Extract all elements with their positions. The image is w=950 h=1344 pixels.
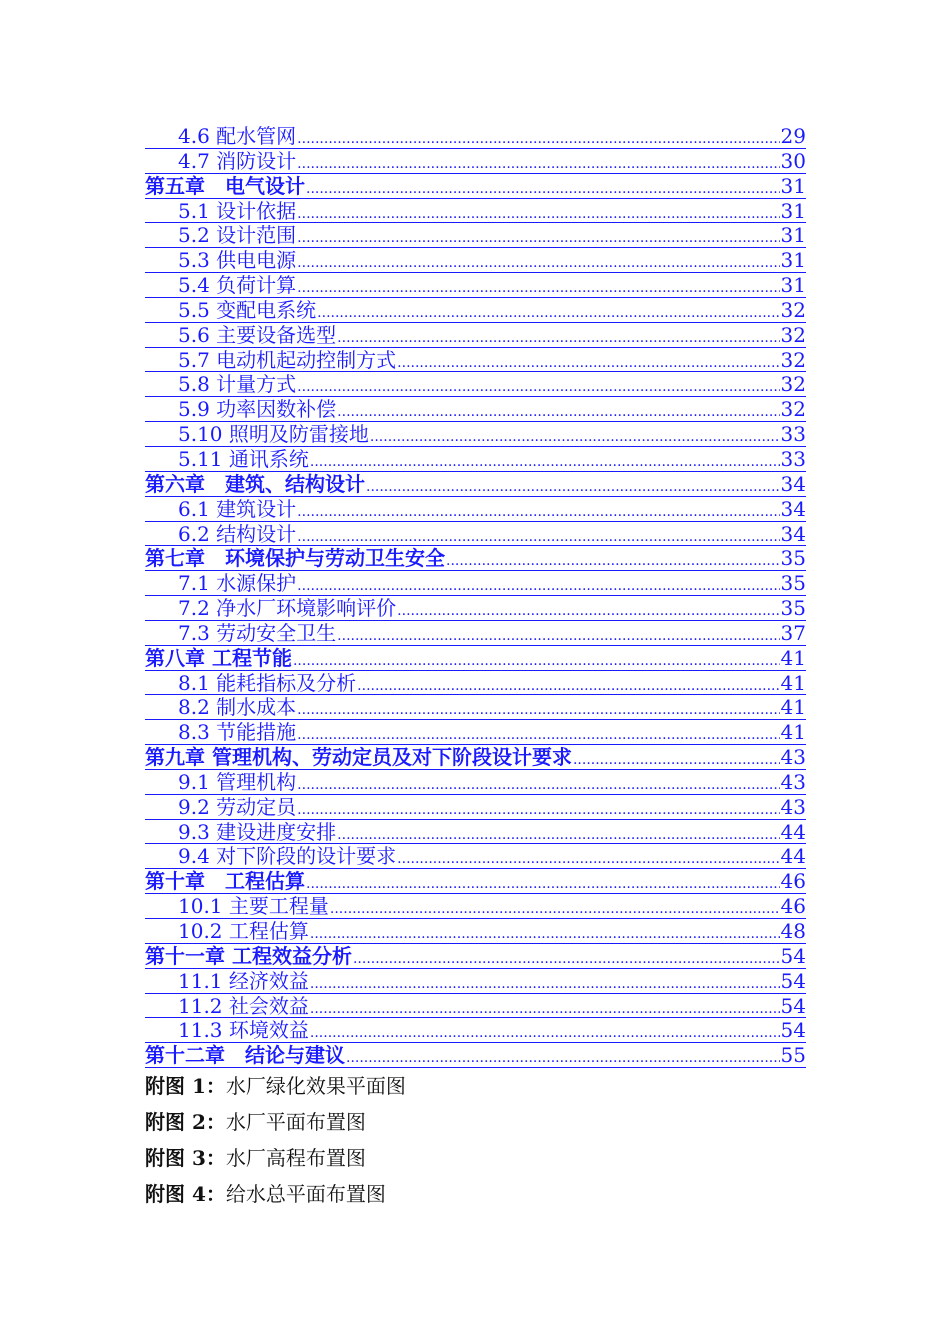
toc-entry-title: 5.1 设计依据 — [178, 198, 297, 223]
toc-page-number: 43 — [780, 745, 806, 770]
toc-entry-title: 11.1 经济效益 — [178, 968, 309, 993]
toc-entry-title: 6.1 建筑设计 — [178, 496, 297, 521]
toc-section-link[interactable] — [145, 124, 806, 149]
toc-dot-leader — [306, 872, 780, 897]
toc-section-link[interactable] — [145, 522, 806, 547]
toc-entry-title: 5.10 照明及防雷接地 — [178, 422, 369, 447]
toc-dot-leader — [293, 649, 780, 674]
toc-page-number: 46 — [780, 869, 806, 894]
toc-entry-title: 5.6 主要设备选型 — [178, 322, 337, 347]
appendix-item — [145, 1176, 406, 1212]
toc-dot-leader — [346, 1046, 780, 1071]
appendix-label: 附图 2： — [145, 1110, 226, 1134]
toc-entry-title: 8.1 能耗指标及分析 — [178, 670, 357, 695]
toc-dot-leader — [310, 922, 780, 947]
toc-page-number: 34 — [780, 521, 806, 546]
toc-entry-title: 5.4 负荷计算 — [178, 273, 297, 298]
toc-entry-title: 5.9 功率因数补偿 — [178, 397, 337, 422]
toc-page-number: 33 — [780, 422, 806, 447]
toc-section-link[interactable] — [145, 372, 806, 397]
toc-page-number: 32 — [780, 297, 806, 322]
toc-section-link[interactable] — [145, 770, 806, 795]
toc-chapter-link[interactable] — [145, 944, 806, 969]
toc-page-number: 32 — [780, 322, 806, 347]
toc-entry-title: 10.2 工程估算 — [178, 919, 309, 943]
appendix-title: 给水总平面布置图 — [225, 1182, 386, 1206]
toc-entry-title: 7.1 水源保护 — [178, 571, 297, 596]
toc-dot-leader — [366, 475, 780, 500]
toc-section-link[interactable] — [145, 919, 806, 944]
table-of-contents — [145, 124, 806, 1068]
toc-page-number: 35 — [780, 571, 806, 596]
toc-entry-title: 第十二章 结论与建议 — [145, 1043, 345, 1068]
toc-section-link[interactable] — [145, 894, 806, 919]
toc-page-number: 54 — [780, 993, 806, 1018]
toc-page-number: 54 — [780, 1018, 806, 1043]
toc-entry-title: 7.2 净水厂环境影响评价 — [178, 596, 397, 621]
toc-dot-leader — [297, 276, 779, 301]
toc-page-number: 46 — [780, 894, 806, 919]
appendix-title: 水厂高程布置图 — [225, 1146, 366, 1170]
toc-section-link[interactable] — [145, 695, 806, 720]
toc-section-link[interactable] — [145, 497, 806, 522]
toc-page-number: 54 — [780, 943, 806, 968]
toc-section-link[interactable] — [145, 844, 806, 869]
toc-entry-title: 9.2 劳动定员 — [178, 794, 297, 819]
toc-entry-title: 第六章 建筑、结构设计 — [145, 471, 365, 496]
toc-entry-title: 5.2 设计范围 — [178, 223, 297, 248]
toc-page-number: 33 — [780, 446, 806, 471]
toc-section-link[interactable] — [145, 1018, 806, 1043]
appendix-item — [145, 1104, 406, 1140]
toc-section-link[interactable] — [145, 596, 806, 621]
toc-page-number: 30 — [780, 148, 806, 173]
toc-section-link[interactable] — [145, 323, 806, 348]
toc-dot-leader — [317, 301, 779, 326]
toc-chapter-link[interactable] — [145, 174, 806, 199]
toc-dot-leader — [297, 698, 779, 723]
toc-entry-title: 第八章 工程节能 — [145, 645, 292, 670]
toc-dot-leader — [297, 226, 779, 251]
toc-page-number: 41 — [780, 645, 806, 670]
toc-entry-title: 7.3 劳动安全卫生 — [178, 620, 337, 645]
toc-dot-leader — [573, 748, 780, 773]
appendix-title: 水厂绿化效果平面图 — [225, 1074, 406, 1098]
toc-dot-leader — [297, 375, 779, 400]
toc-section-link[interactable] — [145, 820, 806, 845]
toc-page-number: 32 — [780, 347, 806, 372]
toc-dot-leader — [397, 599, 779, 624]
toc-page-number: 35 — [780, 546, 806, 571]
toc-section-link[interactable] — [145, 671, 806, 696]
toc-entry-title: 8.2 制水成本 — [178, 695, 297, 720]
toc-entry-title: 第五章 电气设计 — [145, 173, 305, 198]
toc-chapter-link[interactable] — [145, 1043, 806, 1068]
toc-entry-title: 11.3 环境效益 — [178, 1018, 309, 1043]
toc-section-link[interactable] — [145, 969, 806, 994]
toc-section-link[interactable] — [145, 720, 806, 745]
toc-page-number: 35 — [780, 596, 806, 621]
toc-page-number: 31 — [780, 198, 806, 223]
toc-entry-title: 6.2 结构设计 — [178, 521, 297, 546]
toc-section-link[interactable] — [145, 621, 806, 646]
toc-dot-leader — [297, 152, 779, 177]
toc-page-number: 29 — [780, 124, 806, 148]
toc-dot-leader — [297, 773, 779, 798]
toc-section-link[interactable] — [145, 422, 806, 447]
toc-chapter-link[interactable] — [145, 472, 806, 497]
toc-page-number: 34 — [780, 471, 806, 496]
toc-entry-title: 8.3 节能措施 — [178, 720, 297, 745]
toc-section-link[interactable] — [145, 298, 806, 323]
toc-dot-leader — [337, 823, 779, 848]
toc-page-number: 31 — [780, 248, 806, 273]
toc-dot-leader — [310, 1021, 780, 1046]
appendix-item — [145, 1068, 406, 1104]
toc-dot-leader — [297, 202, 779, 227]
toc-section-link[interactable] — [145, 149, 806, 174]
toc-entry-title: 5.7 电动机起动控制方式 — [178, 347, 397, 372]
toc-dot-leader — [297, 251, 779, 276]
toc-section-link[interactable] — [145, 273, 806, 298]
toc-section-link[interactable] — [145, 447, 806, 472]
toc-dot-leader — [337, 400, 779, 425]
toc-section-link[interactable] — [145, 571, 806, 596]
toc-chapter-link[interactable] — [145, 646, 806, 671]
toc-dot-leader — [330, 897, 780, 922]
toc-page-number: 44 — [780, 844, 806, 869]
toc-page-number: 31 — [780, 223, 806, 248]
toc-page-number: 32 — [780, 372, 806, 397]
appendix-title: 水厂平面布置图 — [225, 1110, 366, 1134]
toc-dot-leader — [310, 450, 780, 475]
toc-entry-title: 4.6 配水管网 — [178, 124, 297, 148]
toc-dot-leader — [306, 177, 780, 202]
toc-page-number: 31 — [780, 273, 806, 298]
toc-entry-title: 5.11 通讯系统 — [178, 446, 309, 471]
toc-entry-title: 4.7 消防设计 — [178, 148, 297, 173]
toc-page-number: 31 — [780, 173, 806, 198]
toc-page-number: 48 — [780, 919, 806, 943]
toc-dot-leader — [446, 549, 780, 574]
toc-page-number: 32 — [780, 397, 806, 422]
toc-dot-leader — [310, 972, 780, 997]
toc-page-number: 37 — [780, 620, 806, 645]
toc-entry-title: 11.2 社会效益 — [178, 993, 309, 1018]
toc-chapter-link[interactable] — [145, 745, 806, 770]
toc-page-number: 41 — [780, 670, 806, 695]
toc-dot-leader — [297, 798, 779, 823]
appendix-label: 附图 4： — [145, 1182, 226, 1206]
toc-entry-title: 第十一章 工程效益分析 — [145, 943, 352, 968]
toc-section-link[interactable] — [145, 199, 806, 224]
toc-dot-leader — [370, 425, 780, 450]
toc-page-number: 41 — [780, 720, 806, 745]
toc-entry-title: 9.3 建设进度安排 — [178, 819, 337, 844]
toc-dot-leader — [337, 624, 779, 649]
appendix-label: 附图 1： — [145, 1074, 226, 1098]
toc-page-number: 55 — [780, 1043, 806, 1068]
toc-entry-title: 5.8 计量方式 — [178, 372, 297, 397]
appendix-list — [145, 1068, 406, 1212]
appendix-item — [145, 1140, 406, 1176]
toc-dot-leader — [397, 351, 779, 376]
toc-entry-title: 5.3 供电电源 — [178, 248, 297, 273]
toc-section-link[interactable] — [145, 223, 806, 248]
toc-chapter-link[interactable] — [145, 869, 806, 894]
toc-entry-title: 第十章 工程估算 — [145, 869, 305, 894]
toc-page-number: 43 — [780, 794, 806, 819]
toc-section-link[interactable] — [145, 795, 806, 820]
toc-section-link[interactable] — [145, 248, 806, 273]
toc-entry-title: 9.1 管理机构 — [178, 769, 297, 794]
toc-page-number: 54 — [780, 968, 806, 993]
toc-dot-leader — [297, 500, 779, 525]
toc-dot-leader — [357, 674, 779, 699]
toc-page-number: 43 — [780, 769, 806, 794]
toc-page-number: 44 — [780, 819, 806, 844]
toc-entry-title: 第九章 管理机构、劳动定员及对下阶段设计要求 — [145, 745, 572, 770]
toc-section-link[interactable] — [145, 994, 806, 1019]
toc-chapter-link[interactable] — [145, 546, 806, 571]
toc-entry-title: 10.1 主要工程量 — [178, 894, 329, 919]
toc-dot-leader — [337, 326, 779, 351]
toc-entry-title: 9.4 对下阶段的设计要求 — [178, 844, 397, 869]
toc-section-link[interactable] — [145, 397, 806, 422]
toc-section-link[interactable] — [145, 348, 806, 373]
toc-dot-leader — [297, 127, 779, 152]
toc-page-number: 34 — [780, 496, 806, 521]
toc-entry-title: 5.5 变配电系统 — [178, 297, 317, 322]
toc-entry-title: 第七章 环境保护与劳动卫生安全 — [145, 546, 445, 571]
appendix-label: 附图 3： — [145, 1146, 226, 1170]
toc-dot-leader — [353, 947, 780, 972]
toc-dot-leader — [310, 997, 780, 1022]
toc-page-number: 41 — [780, 695, 806, 720]
toc-dot-leader — [397, 847, 779, 872]
